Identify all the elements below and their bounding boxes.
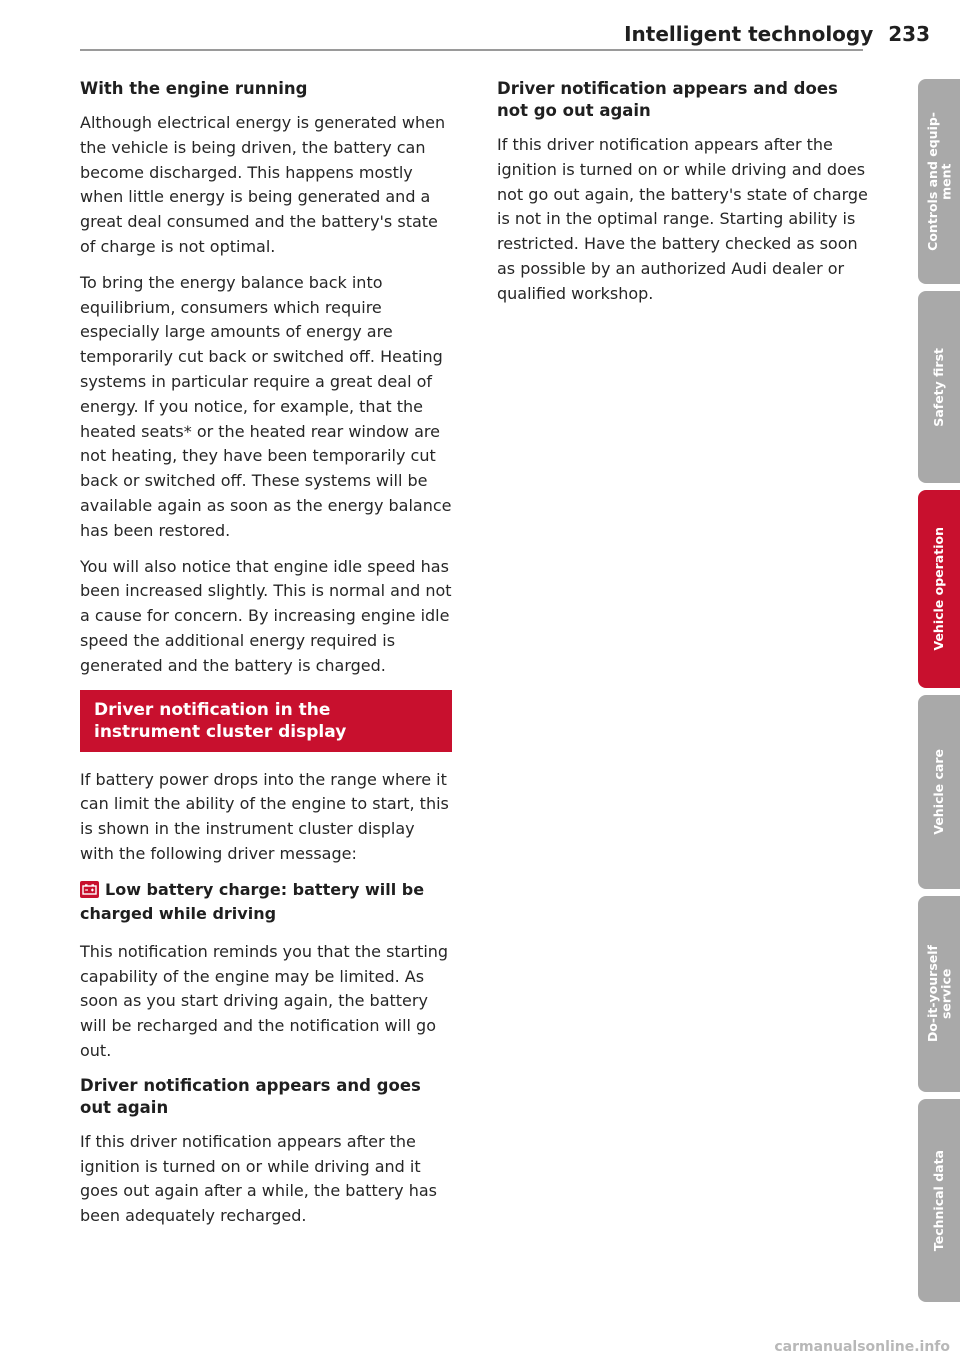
paragraph: To bring the energy balance back into equilibrium, consumers which require especially large amounts of energy are temporarily cut back or switched off. Heating systems in particular require a great deal of energy. If you notice, for example, that the heated seats* or the heated rear window are not heating, they have been temporarily cut back or switched off. These systems will be available again as soon as the energy balance has been restored.	[80, 272, 452, 540]
heading-does-not-go-out: Driver notification appears and does not go out again	[497, 79, 838, 120]
section-banner: Driver notification in the instrument cluster display	[80, 690, 452, 752]
section-title: Intelligent technology	[624, 22, 874, 46]
tab-vehicle-care[interactable]	[918, 695, 960, 889]
driver-message	[80, 878, 452, 926]
tab-label: Safety first	[931, 347, 947, 427]
tab-label: Do-it-yourself service	[924, 945, 953, 1043]
battery-warning-icon	[80, 881, 99, 898]
paragraph: If this driver notification appears after the ignition is turned on or while driving and does not go out again, the battery's state of charge is not in the optimal range. Starting ability is restricted. Have the battery checked as soon as possible by an authorized Audi dealer or qualified workshop.	[497, 135, 868, 303]
paragraph: Although electrical energy is generated when the vehicle is being driven, the battery can become discharged. This happens mostly when little energy is being generated and a great deal consumed and the battery's state of charge is not optimal.	[80, 113, 446, 256]
tab-vehicle-operation[interactable]	[918, 490, 960, 688]
heading-engine-running: With the engine running	[80, 79, 308, 98]
tab-label: Controls and equip- ment	[924, 112, 953, 251]
tab-controls-and-equipment[interactable]	[918, 79, 960, 284]
watermark: carmanualsonline.info	[774, 1339, 950, 1355]
tab-label: Vehicle operation	[931, 527, 947, 651]
tab-technical-data[interactable]	[918, 1099, 960, 1302]
heading-appears-goes-out: Driver notification appears and goes out again	[80, 1075, 421, 1117]
tab-do-it-yourself-service[interactable]	[918, 896, 960, 1092]
running-head	[624, 22, 930, 46]
driver-message-text: Low battery charge: battery will be charged while driving	[80, 879, 425, 923]
tab-label: Vehicle care	[931, 749, 947, 835]
header-rule	[80, 49, 863, 51]
paragraph: If battery power drops into the range where it can limit the ability of the engine to start, this is shown in the instrument cluster display with the following driver message:	[80, 769, 449, 863]
right-column	[497, 78, 869, 318]
left-column	[80, 78, 452, 1240]
page-number: 233	[888, 22, 930, 46]
paragraph: If this driver notification appears after the ignition is turned on or while driving and it goes out again after a while, the battery has been adequately recharged.	[80, 1131, 438, 1226]
tab-safety-first[interactable]	[918, 291, 960, 483]
paragraph: You will also notice that engine idle speed has been increased slightly. This is normal and not a cause for concern. By increasing engine idle speed the additional energy required is generated and the battery is charged.	[80, 556, 452, 675]
tab-label: Technical data	[931, 1149, 947, 1252]
paragraph: This notification reminds you that the starting capability of the engine may be limited. As soon as you start driving again, the battery will be recharged and the notification will go out.	[80, 941, 449, 1060]
